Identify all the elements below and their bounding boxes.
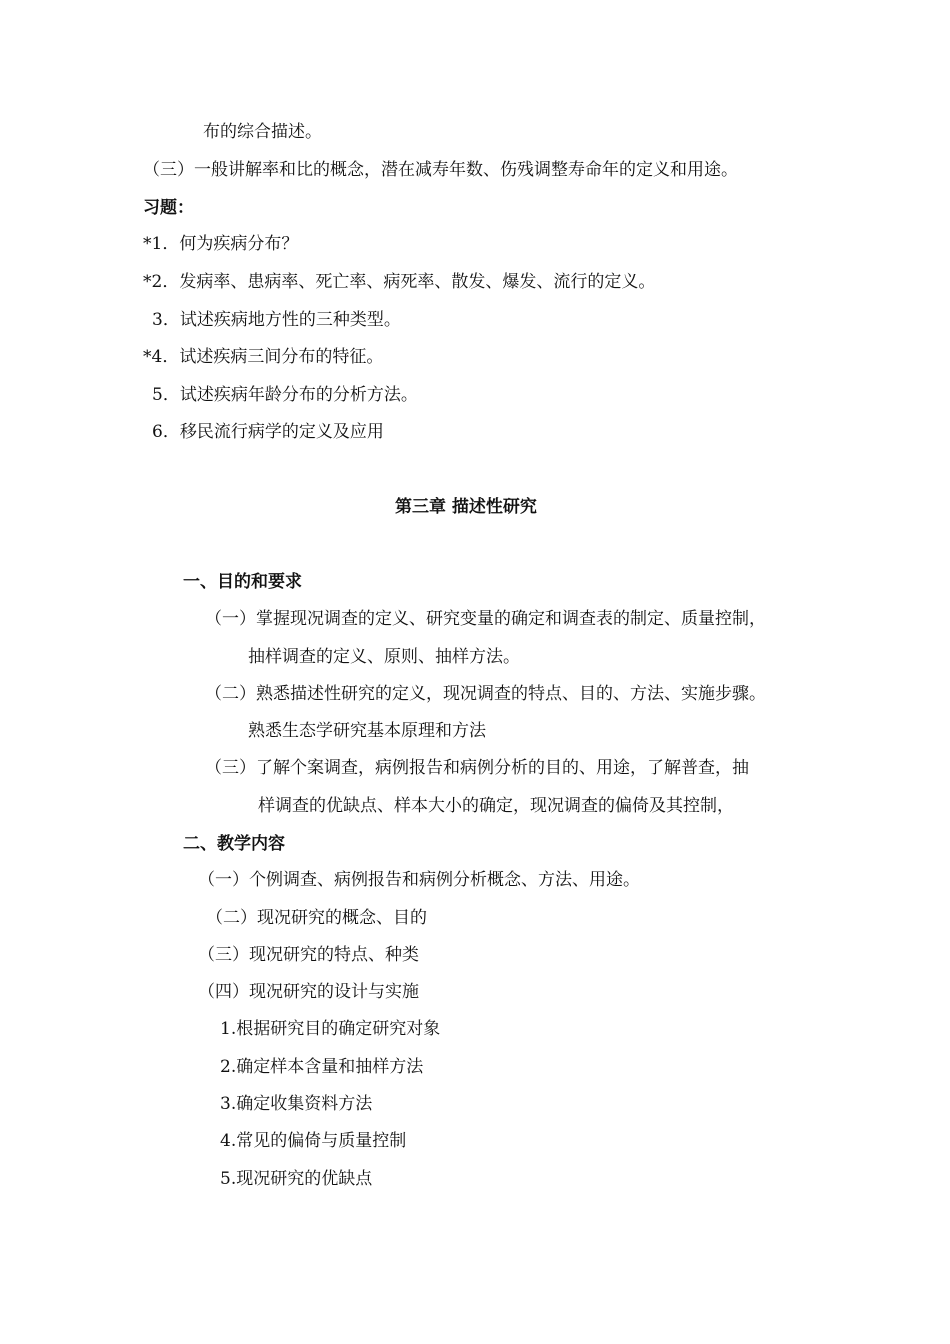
section2-item: （四）现况研究的设计与实施: [198, 982, 419, 1002]
section2-sub-item: 4.常见的偏倚与质量控制: [220, 1131, 407, 1151]
section1-item-cont: 熟悉生态学研究基本原理和方法: [248, 721, 486, 741]
exercises-heading: 习题：: [143, 198, 194, 218]
section1-item-first: （一）掌握现况调查的定义、研究变量的确定和调查表的制定、质量控制，: [205, 609, 766, 629]
prev-section-item-3: （三）一般讲解率和比的概念，潜在减寿年数、伤残调整寿命年的定义和用途。: [143, 160, 738, 180]
section1-item-first: （三）了解个案调查，病例报告和病例分析的目的、用途，了解普查，抽: [205, 758, 749, 778]
exercise-item: *1．何为疾病分布？: [143, 234, 299, 254]
section2-sub-item: 3.确定收集资料方法: [220, 1094, 373, 1114]
section2-sub-item: 2.确定样本含量和抽样方法: [220, 1057, 424, 1077]
section2-heading: 二、教学内容: [183, 834, 285, 854]
section2-sub-item: 5.现况研究的优缺点: [220, 1169, 373, 1189]
section1-item-first: （二）熟悉描述性研究的定义，现况调查的特点、目的、方法、实施步骤。: [205, 684, 766, 704]
section1-item-cont: 样调查的优缺点、样本大小的确定，现况调查的偏倚及其控制，: [258, 796, 734, 816]
section2-item: （一）个例调查、病例报告和病例分析概念、方法、用途。: [198, 870, 640, 890]
section2-item: （三）现况研究的特点、种类: [198, 945, 419, 965]
exercise-item: 5．试述疾病年龄分布的分析方法。: [152, 385, 418, 405]
exercise-item: *2．发病率、患病率、死亡率、病死率、散发、爆发、流行的定义。: [143, 272, 656, 292]
chapter-title: 第三章 描述性研究: [395, 497, 537, 517]
section2-sub-item: 1.根据研究目的确定研究对象: [220, 1019, 441, 1039]
section1-heading: 一、目的和要求: [183, 572, 302, 592]
section2-item: （二）现况研究的概念、目的: [206, 908, 427, 928]
exercise-item: 3．试述疾病地方性的三种类型。: [152, 310, 401, 330]
section1-item-cont: 抽样调查的定义、原则、抽样方法。: [248, 647, 520, 667]
exercise-item: *4．试述疾病三间分布的特征。: [143, 347, 384, 367]
exercise-item: 6．移民流行病学的定义及应用: [152, 422, 384, 442]
prev-section-continuation: 布的综合描述。: [203, 122, 322, 142]
